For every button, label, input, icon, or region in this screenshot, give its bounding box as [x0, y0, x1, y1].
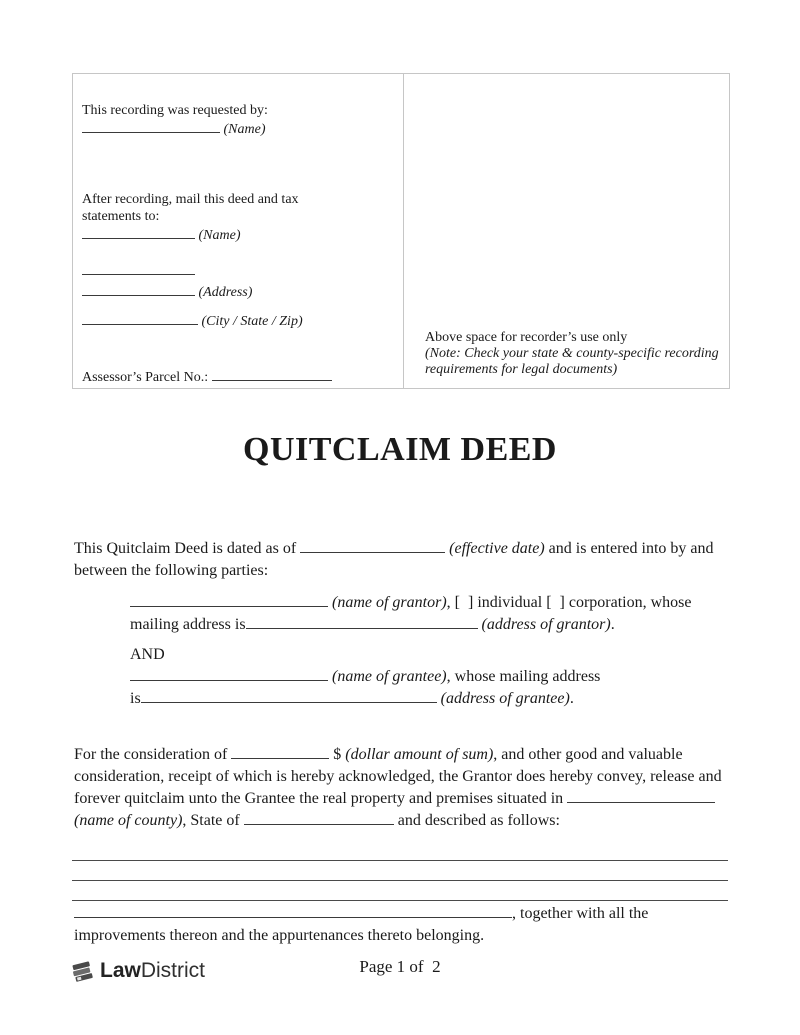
property-description-line-4[interactable] [74, 904, 512, 918]
property-description-line-2[interactable] [72, 880, 728, 881]
intro-text-pre: This Quitclaim Deed is dated as of [74, 540, 301, 557]
recorder-note-line2: (Note: Check your state & county-specific recording [425, 346, 719, 361]
mail-to-address-blank2[interactable] [82, 282, 195, 296]
intro-text-post: and is entered into by and [544, 540, 714, 557]
recording-request-cell [73, 74, 404, 388]
consideration-pre: For the consideration of [74, 746, 232, 763]
parcel-number-blank[interactable] [212, 367, 332, 381]
requested-by-label: This recording was requested by: [82, 103, 268, 118]
together-with-text: , together with all the [512, 905, 649, 922]
recorder-space-note: Above space for recorder’s use only [425, 330, 628, 345]
grantee-after-name: , whose mailing address [446, 668, 601, 685]
consideration-line3 [74, 788, 734, 810]
grantor-name-blank[interactable] [130, 593, 328, 607]
described-as-text: and described as follows: [393, 812, 560, 829]
property-description-line-3[interactable] [72, 900, 728, 901]
mail-to-address-blank-line [82, 261, 397, 280]
mail-to-city-line [82, 311, 397, 330]
brand-law: Law [100, 959, 141, 982]
grantor-comma: , [446, 594, 455, 611]
county-name-blank[interactable] [567, 789, 715, 803]
mail-to-name-blank[interactable] [82, 225, 195, 239]
mail-to-city-blank[interactable] [82, 311, 198, 325]
individual-checkbox[interactable]: [ ] [454, 594, 474, 611]
consideration-line2: consideration, receipt of which is hereby acknowledged, the Grantor does hereby convey, release and [74, 768, 722, 785]
intro-line2: between the following parties: [74, 562, 269, 579]
consideration-line1 [74, 744, 734, 766]
brand-district: District [140, 959, 206, 982]
county-name-hint: (name of county) [74, 812, 183, 829]
document-title: QUITCLAIM DEED [243, 431, 557, 468]
grantee-name-hint: (name of grantee) [332, 668, 447, 685]
grantee-address-pre: is [130, 690, 141, 707]
grantor-address-hint: (address of grantor) [481, 616, 611, 633]
requested-by-name-hint: (Name) [223, 122, 266, 137]
page-number: Page 1 of 2 [359, 957, 441, 976]
grantor-address-line: mailing address is (address of grantor). [130, 616, 615, 633]
property-description-line-1[interactable] [72, 860, 728, 861]
state-of-text: , State of [182, 812, 244, 829]
situated-in-text: forever quitclaim unto the Grantee the real property and premises situated in [74, 790, 568, 807]
parcel-label: Assessor’s Parcel No.: [82, 370, 212, 385]
grantor-address-pre: mailing address is [130, 616, 246, 633]
mail-to-label-line2: statements to: [82, 209, 160, 224]
requested-by-line [82, 119, 397, 138]
dollar-amount-hint: (dollar amount of sum) [345, 746, 494, 763]
parcel-line [82, 367, 397, 386]
mail-to-city-hint: (City / State / Zip) [201, 314, 303, 329]
recording-info-box [72, 73, 730, 389]
mail-to-name-line [82, 225, 397, 244]
recorder-note-line3: requirements for legal documents) [425, 362, 618, 377]
mail-to-address-hint: (Address) [198, 285, 253, 300]
intro-line1 [74, 538, 734, 560]
requested-by-name-blank[interactable] [82, 119, 220, 133]
mail-to-address-blank1[interactable] [82, 261, 195, 275]
mail-to-address-line [82, 282, 397, 301]
grantor-name-hint: (name of grantor) [332, 594, 447, 611]
mail-to-label-line1: After recording, mail this deed and tax [82, 192, 299, 207]
state-name-blank[interactable] [244, 811, 394, 825]
dollar-sign: $ [329, 746, 346, 763]
recorder-use-cell [404, 74, 729, 388]
mail-to-name-hint: (Name) [198, 228, 241, 243]
grantor-address-blank[interactable] [246, 615, 478, 629]
deed-body [74, 538, 734, 947]
individual-label: individual [473, 594, 547, 611]
dollar-amount-blank[interactable] [231, 745, 329, 759]
effective-date-blank[interactable] [300, 539, 445, 553]
together-with-line [74, 903, 734, 925]
grantee-address-hint: (address of grantee) [440, 690, 570, 707]
grantee-name-blank[interactable] [130, 667, 328, 681]
grantee-address-line: is (address of grantee). [130, 690, 574, 707]
consideration-post: , and other good and valuable [493, 746, 683, 763]
improvements-line: improvements thereon and the appurtenances thereto belonging. [74, 927, 485, 944]
consideration-line4 [74, 810, 734, 832]
corporation-label: corporation, whose [564, 594, 692, 611]
grantee-address-blank[interactable] [141, 689, 437, 703]
grantor-name-line [130, 592, 734, 614]
and-conjunction: AND [130, 646, 165, 663]
grantee-name-line [130, 666, 734, 688]
corporation-checkbox[interactable]: [ ] [546, 594, 565, 611]
effective-date-hint: (effective date) [449, 540, 545, 557]
